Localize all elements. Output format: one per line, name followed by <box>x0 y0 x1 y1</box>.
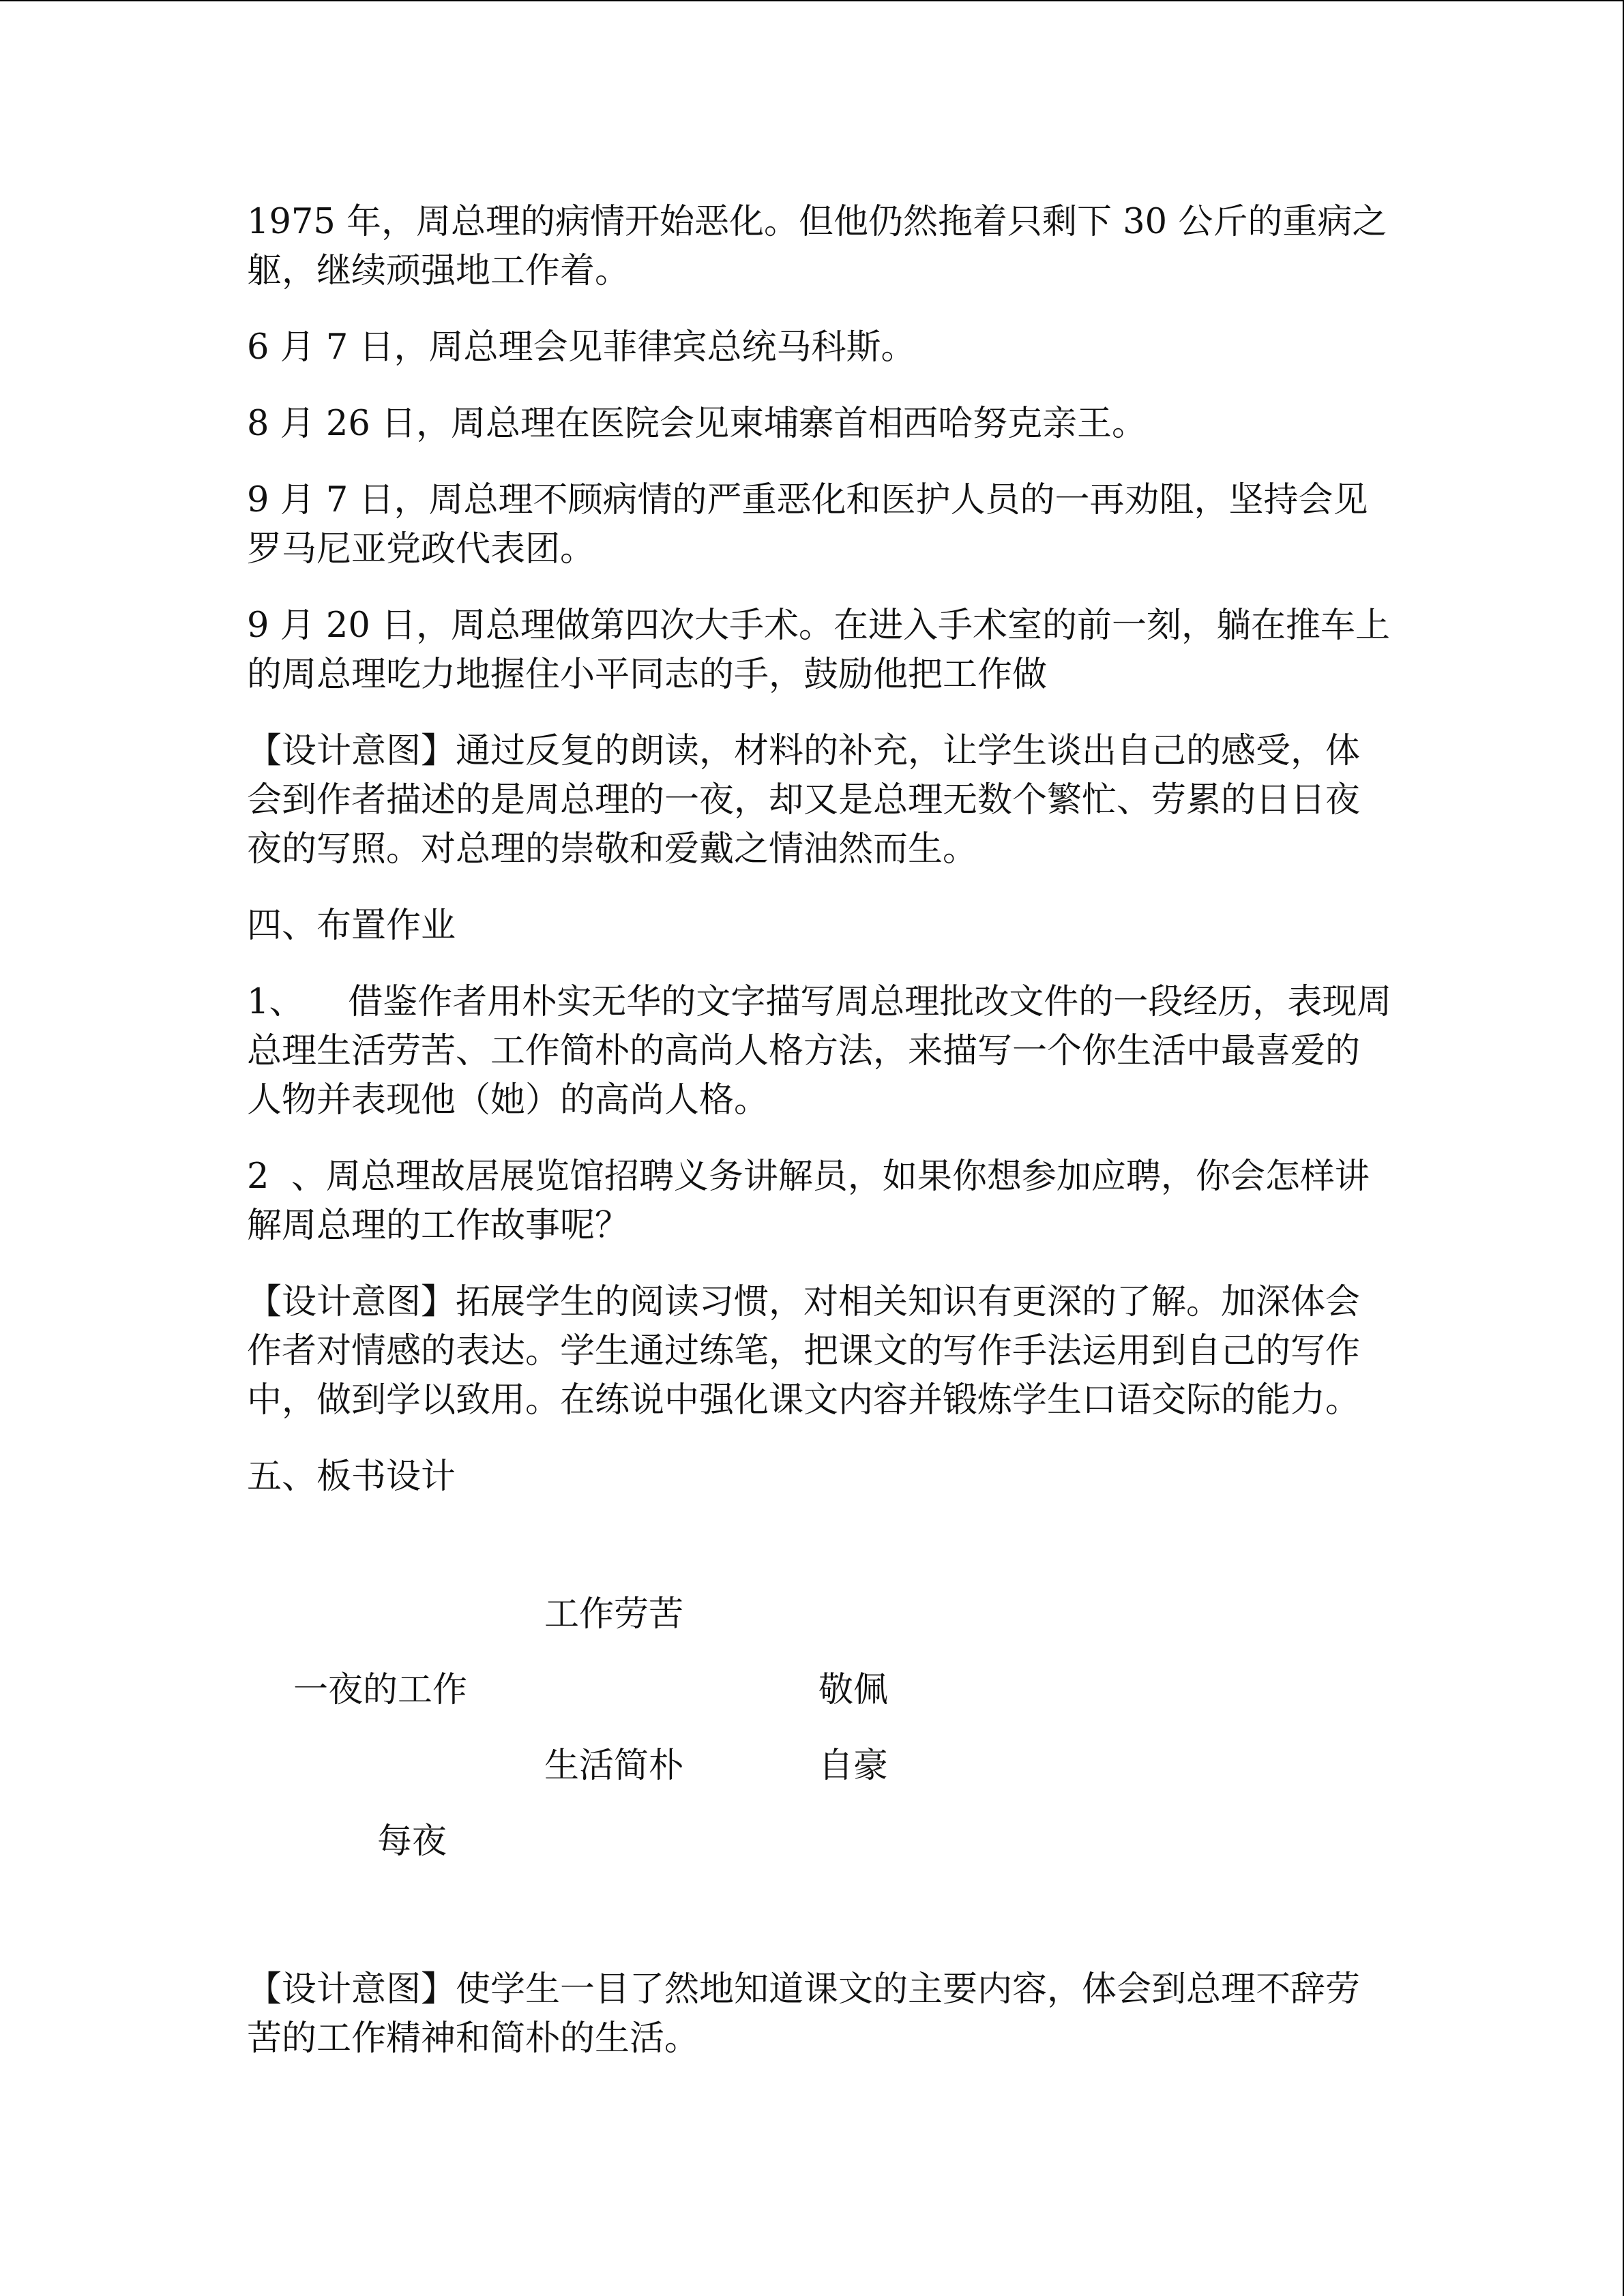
board-one-night: 一夜的工作 <box>293 1670 468 1710</box>
board-proud: 自豪 <box>818 1746 889 1786</box>
board-every-night: 每夜 <box>377 1821 447 1862</box>
homework-item-2: 2 、周总理故居展览馆招聘义务讲解员，如果你想参加应聘，你会怎样讲解周总理的工作故事呢？ <box>247 1157 1370 1246</box>
board-admire: 敬佩 <box>818 1670 889 1710</box>
board-simple-life: 生活简朴 <box>544 1746 684 1786</box>
section-heading-homework: 四、布置作业 <box>247 906 456 946</box>
paragraph-june-7: 6 月 7 日，周总理会见菲律宾总统马科斯。 <box>247 327 916 368</box>
design-intent-3: 【设计意图】使学生一目了然地知道课文的主要内容，体会到总理不辞劳苦的工作精神和简朴的生活。 <box>247 1969 1361 2059</box>
board-work-hard: 工作劳苦 <box>544 1594 684 1635</box>
section-heading-board-design: 五、板书设计 <box>247 1457 456 1497</box>
design-intent-1: 【设计意图】通过反复的朗读，材料的补充，让学生谈出自己的感受，体会到作者描述的是周总理的一夜，却又是总理无数个繁忙、劳累的日日夜夜的写照。对总理的崇敬和爱戴之情油然而生。 <box>247 731 1361 869</box>
paragraph-september-20: 9 月 20 日，周总理做第四次大手术。在进入手术室的前一刻，躺在推车上的周总理吃力地握住小平同志的手，鼓励他把工作做 <box>247 606 1390 695</box>
document-body <box>247 198 1393 1529</box>
paragraph-august-26: 8 月 26 日，周总理在医院会见柬埔寨首相西哈努克亲王。 <box>247 404 1147 444</box>
design-intent-2: 【设计意图】拓展学生的阅读习惯，对相关知识有更深的了解。加深体会作者对情感的表达。学生通过练笔，把课文的写作手法运用到自己的写作中，做到学以致用。在练说中强化课文内容并锻炼学生口语交际的能力。 <box>247 1282 1361 1420</box>
homework-item-1: 1、 借鉴作者用朴实无华的文字描写周总理批改文件的一段经历，表现周总理生活劳苦、工作简朴的高尚人格方法，来描写一个你生活中最喜爱的人物并表现他（她）的高尚人格。 <box>247 982 1392 1120</box>
page-top-border <box>0 0 1624 1</box>
paragraph-1975: 1975 年，周总理的病情开始恶化。但他仍然拖着只剩下 30 公斤的重病之躯，继续顽强地工作着。 <box>247 202 1387 291</box>
paragraph-september-7: 9 月 7 日，周总理不顾病情的严重恶化和医护人员的一再劝阻，坚持会见罗马尼亚党政代表团。 <box>247 480 1368 569</box>
